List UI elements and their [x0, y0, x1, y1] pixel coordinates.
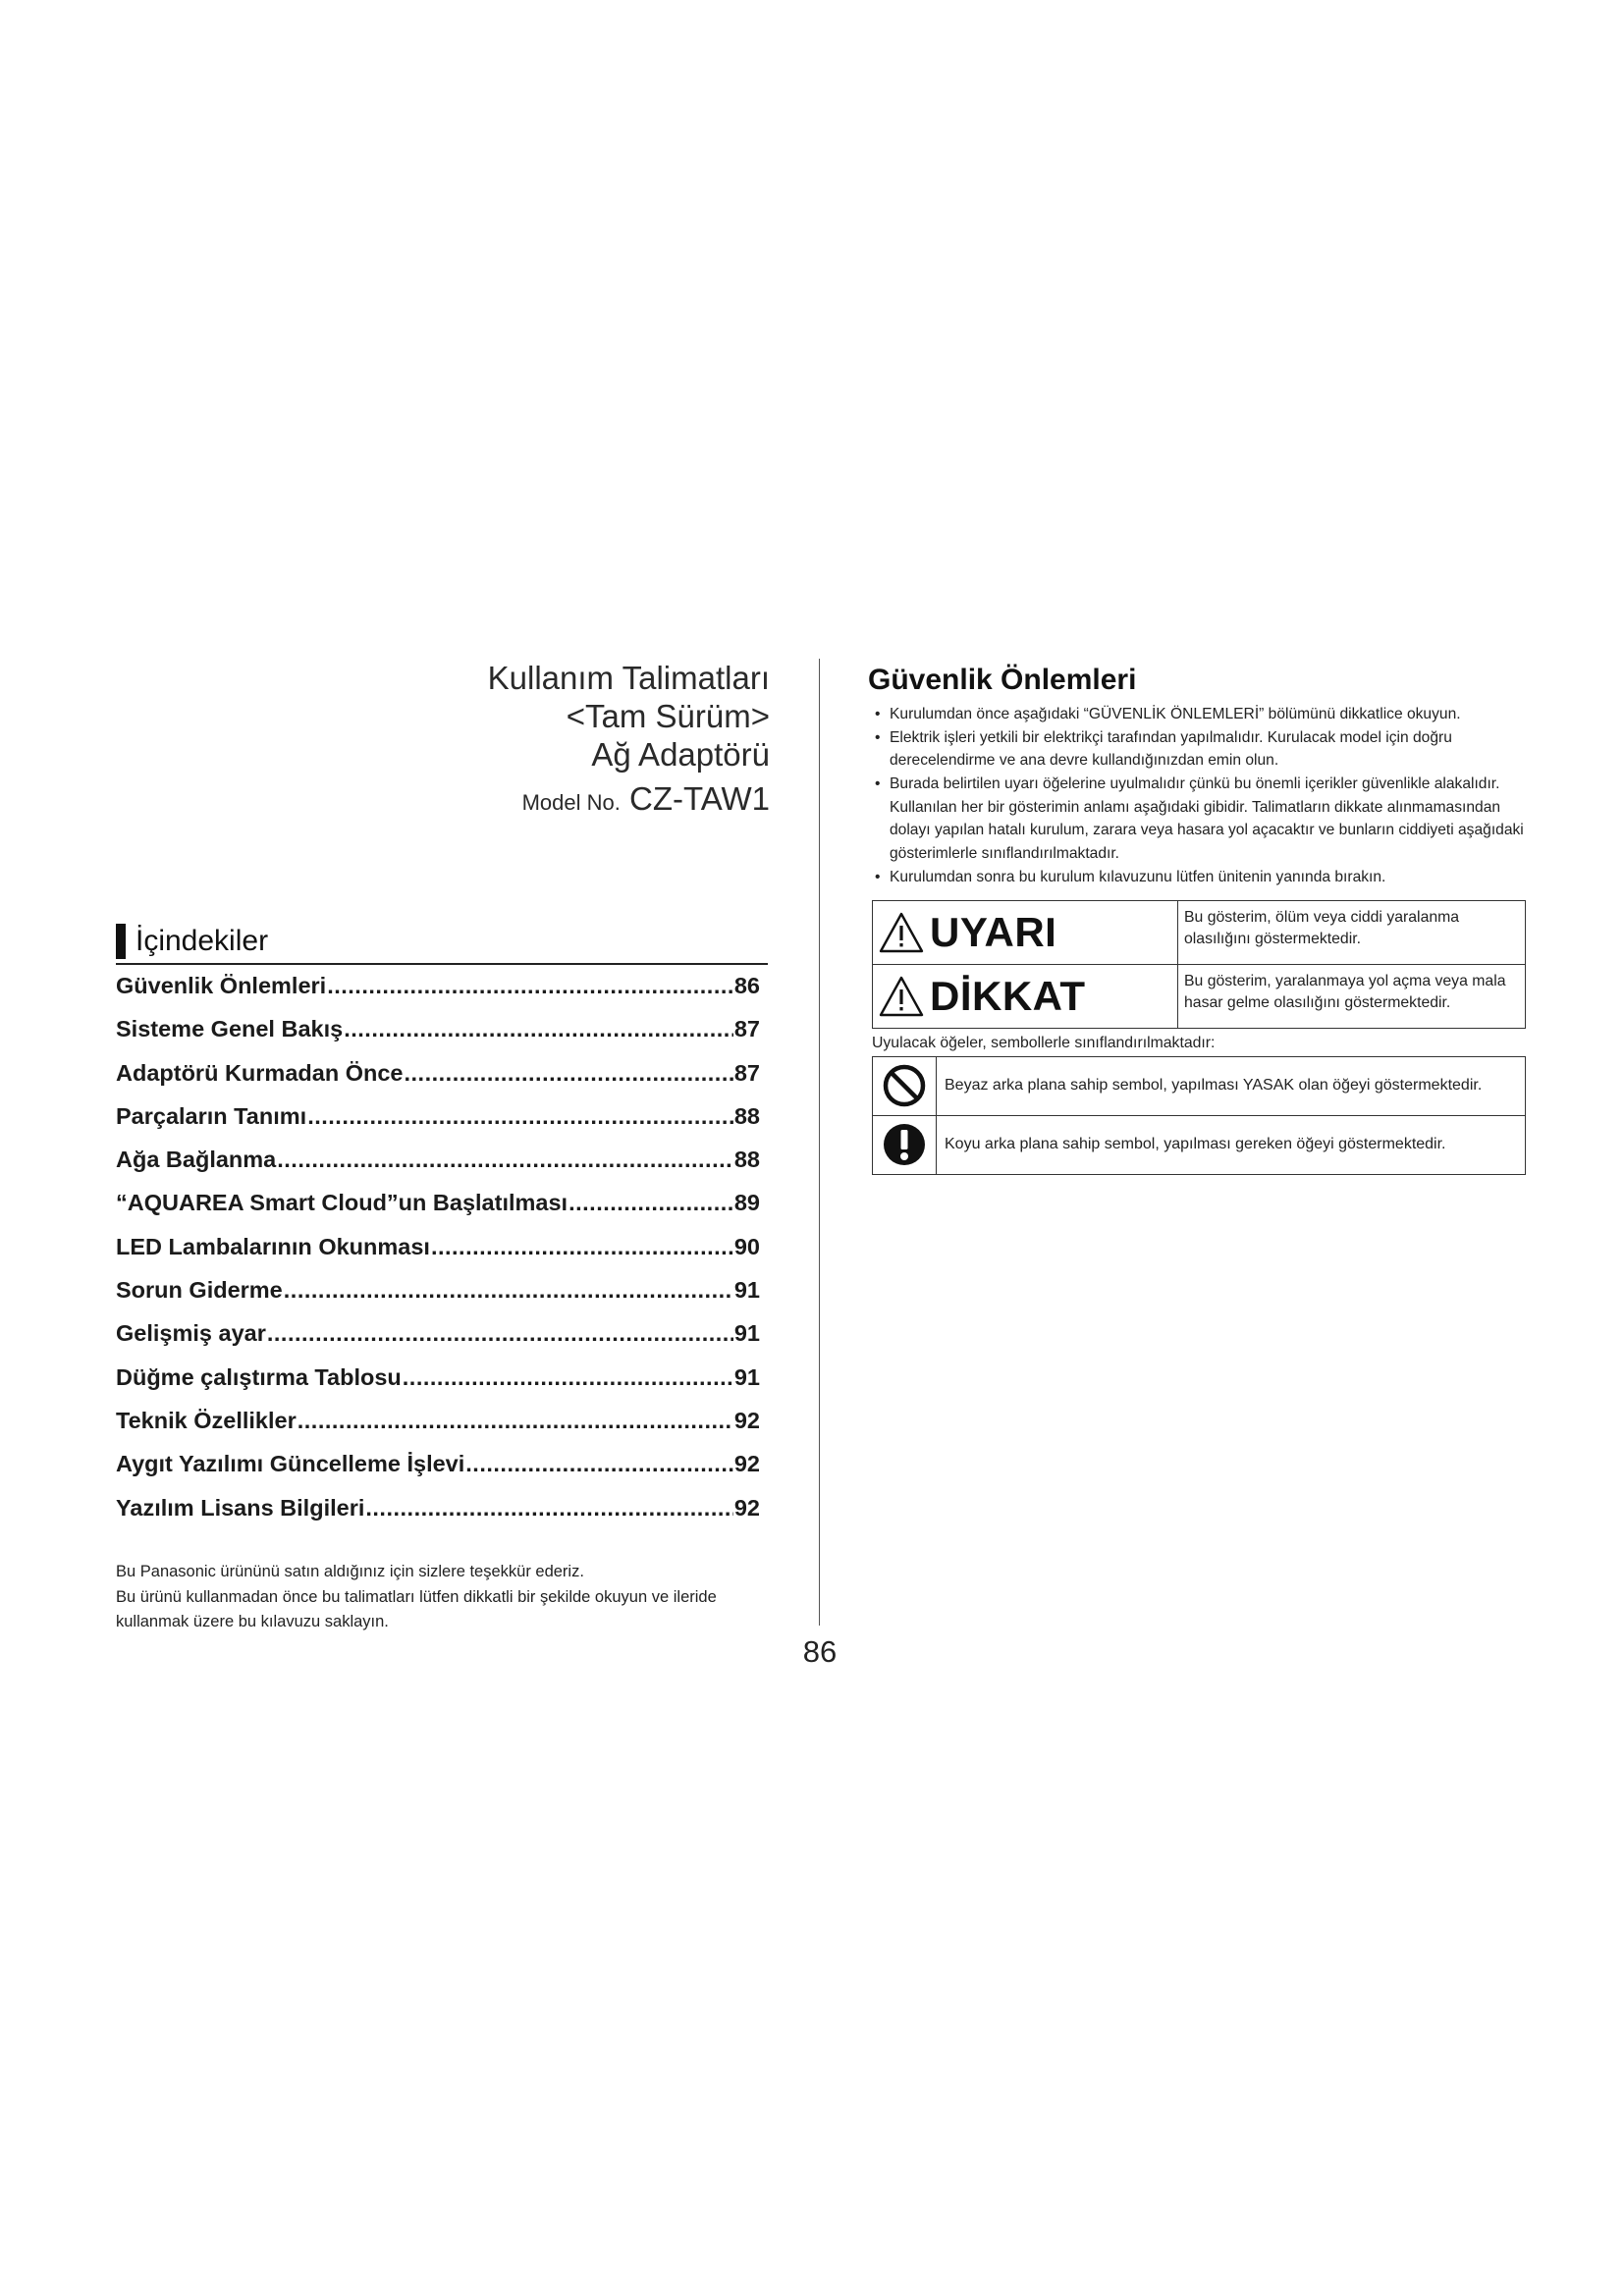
toc-item-page: 87	[733, 1016, 760, 1042]
toc-item-label: LED Lambalarının Okunması	[116, 1233, 430, 1259]
toc-item-label: Sisteme Genel Bakış	[116, 1016, 344, 1042]
toc-item[interactable]	[116, 1190, 768, 1233]
toc-item[interactable]	[116, 1016, 768, 1059]
model-line	[259, 780, 770, 819]
thank-you-note	[116, 1560, 784, 1635]
hazard-word: DİKKAT	[930, 972, 1086, 1019]
product-title: Ağ Adaptörü	[591, 735, 770, 773]
toc-item[interactable]	[116, 1320, 768, 1363]
toc-item-label: Düğme çalıştırma Tablosu	[116, 1363, 402, 1390]
hazard-row	[873, 900, 1526, 964]
toc-leader-dots	[403, 1364, 733, 1391]
toc-item-label: Yazılım Lisans Bilgileri	[116, 1494, 365, 1521]
model-value: CZ-TAW1	[629, 779, 770, 817]
precaution-item: • Kurulumdan sonra bu kurulum kılavuzunu lütfen ünitenin yanında bırakın.	[868, 866, 1526, 889]
note-line: kullanmak üzere bu kılavuzu saklayın.	[116, 1613, 389, 1631]
toc-item-page: 91	[733, 1320, 760, 1347]
precaution-list	[868, 703, 1526, 889]
symbols-caption: Uyulacak öğeler, sembollerle sınıflandırılmaktadır:	[872, 1034, 1216, 1051]
hazard-symbol-cell	[873, 964, 1178, 1028]
toc-item[interactable]	[116, 1495, 768, 1538]
toc-item-page: 90	[733, 1233, 760, 1259]
toc-item-label: “AQUAREA Smart Cloud”un Başlatılması	[116, 1190, 568, 1216]
toc-item[interactable]	[116, 1234, 768, 1277]
title-block	[259, 660, 770, 819]
symbol-row	[873, 1056, 1526, 1115]
section-title: Güvenlik Önlemleri	[868, 664, 1137, 696]
toc-item-label: Adaptörü Kurmadan Önce	[116, 1059, 404, 1086]
toc-heading	[116, 922, 768, 965]
symbol-description: Koyu arka plana sahip sembol, yapılması gereken öğeyi göstermektedir.	[937, 1115, 1526, 1174]
toc-leader-dots	[465, 1451, 733, 1477]
toc-item-label: Sorun Giderme	[116, 1277, 283, 1304]
toc-item[interactable]	[116, 1277, 768, 1320]
toc-item-page: 86	[733, 973, 760, 998]
hazard-description: Bu gösterim, yaralanmaya yol açma veya mala hasar gelme olasılığını göstermektedir.	[1178, 964, 1526, 1028]
warning-triangle-icon	[879, 975, 924, 1018]
toc-item-label: Güvenlik Önlemleri	[116, 973, 327, 998]
toc-item[interactable]	[116, 1451, 768, 1494]
symbol-icon-cell	[873, 1056, 937, 1115]
precaution-item: • Kurulumdan önce aşağıdaki “GÜVENLİK ÖNLEMLERİ” bölümünü dikkatlice okuyun.	[868, 703, 1526, 726]
symbol-icon-cell	[873, 1115, 937, 1174]
toc-item-page: 92	[733, 1407, 760, 1433]
toc-leader-dots	[327, 973, 733, 999]
toc-item-page: 92	[733, 1451, 760, 1477]
toc-leader-dots	[568, 1190, 733, 1216]
toc-leader-dots	[431, 1234, 733, 1260]
toc-item-label: Teknik Özellikler	[116, 1407, 297, 1433]
note-line: Bu ürünü kullanmadan önce bu talimatları lütfen dikkatli bir şekilde okuyun ve ileride	[116, 1587, 717, 1606]
toc-item[interactable]	[116, 1060, 768, 1103]
hazard-description: Bu gösterim, ölüm veya ciddi yaralanma olasılığını göstermektedir.	[1178, 900, 1526, 964]
table-of-contents	[116, 922, 768, 1538]
column-divider	[819, 659, 820, 1626]
note-line: Bu Panasonic ürününü satın aldığınız için sizlere teşekkür ederiz.	[116, 1563, 584, 1580]
precaution-item: • Elektrik işleri yetkili bir elektrikçi tarafından yapılmalıdır. Kurulacak model için doğru derecelendirme ve ana devre kullandığınızdan emin olun.	[868, 726, 1526, 773]
manual-title: Kullanım Talimatları	[487, 660, 770, 696]
toc-item-page: 91	[733, 1277, 760, 1304]
toc-item-page: 87	[733, 1059, 760, 1086]
toc-item[interactable]	[116, 1364, 768, 1408]
model-label: Model No.	[521, 789, 621, 815]
toc-leader-dots	[277, 1147, 733, 1173]
page-number: 86	[802, 1634, 838, 1669]
hazard-symbol-cell	[873, 900, 1178, 964]
toc-item[interactable]	[116, 1147, 768, 1190]
symbol-table	[872, 1056, 1526, 1175]
toc-leader-dots	[284, 1277, 733, 1304]
toc-list	[116, 973, 768, 1538]
toc-item-page: 88	[733, 1147, 760, 1173]
hazard-row	[873, 964, 1526, 1028]
toc-leader-dots	[404, 1060, 732, 1087]
symbol-description: Beyaz arka plana sahip sembol, yapılması YASAK olan öğeyi göstermektedir.	[937, 1056, 1526, 1115]
hazard-level-table	[872, 900, 1526, 1029]
prohibited-icon	[881, 1062, 928, 1109]
toc-item[interactable]	[116, 973, 768, 1016]
safety-section	[868, 664, 1526, 1175]
edition-title: <Tam Sürüm>	[566, 697, 770, 734]
toc-item-page: 92	[733, 1494, 760, 1521]
toc-leader-dots	[307, 1103, 733, 1130]
toc-item-label: Aygıt Yazılımı Güncelleme İşlevi	[116, 1451, 465, 1477]
toc-item[interactable]	[116, 1408, 768, 1451]
toc-item[interactable]	[116, 1103, 768, 1147]
toc-leader-dots	[298, 1408, 733, 1434]
toc-leader-dots	[365, 1495, 732, 1522]
heading-bar	[116, 924, 126, 959]
toc-item-label: Parçaların Tanımı	[116, 1102, 307, 1129]
toc-item-page: 89	[733, 1190, 760, 1216]
toc-item-label: Ağa Bağlanma	[116, 1147, 277, 1173]
mandatory-exclamation-icon	[881, 1121, 928, 1168]
symbol-row	[873, 1115, 1526, 1174]
toc-leader-dots	[267, 1320, 733, 1347]
toc-leader-dots	[344, 1016, 733, 1042]
hazard-word: UYARI	[930, 908, 1057, 955]
precaution-item: • Burada belirtilen uyarı öğelerine uyulmalıdır çünkü bu önemli içerikler güvenlikle alakalıdır. Kullanılan her bir gösterimin anlamı aşağıdaki gibidir. Talimatların dikkate alınmamasından dolayı yapılan hatalı kurulum, zarara veya hasara yol açacaktır ve bunların ciddiyeti aşağıdaki gösterimlerle sınıflandırılmaktadır.	[868, 773, 1526, 866]
toc-item-page: 88	[733, 1102, 760, 1129]
toc-item-page: 91	[733, 1363, 760, 1390]
warning-triangle-icon	[879, 911, 924, 954]
toc-item-label: Gelişmiş ayar	[116, 1320, 266, 1347]
toc-heading-text: İçindekiler	[135, 925, 269, 957]
